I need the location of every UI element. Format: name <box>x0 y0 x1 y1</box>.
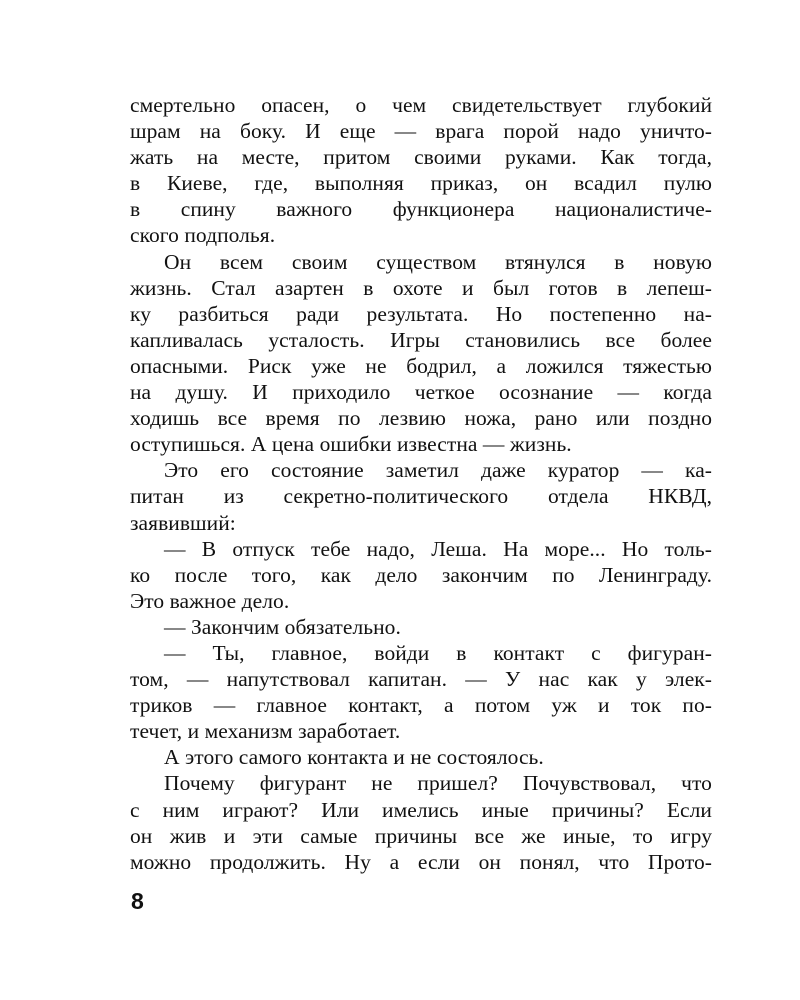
text-line: жизнь. Стал азартен в охоте и был готов в лепеш- <box>130 275 712 300</box>
text-line: триков — главное контакт, а потом уж и ток по- <box>130 693 712 718</box>
text-line: оступишься. А цена ошибки известна — жизнь. <box>130 432 572 457</box>
text-line: — В отпуск тебе надо, Леша. На море... Но толь- <box>164 536 712 561</box>
text-line: ходишь все время по лезвию ножа, рано или поздно <box>130 406 712 431</box>
body-text <box>130 92 712 875</box>
text-line: — Закончим обязательно. <box>164 614 401 639</box>
text-line: том, — напутствовал капитан. — У нас как у элек- <box>130 667 712 692</box>
text-line: жать на месте, притом своими руками. Как тогда, <box>130 145 712 170</box>
text-line: он жив и эти самые причины все же иные, то игру <box>130 823 712 848</box>
text-line: ку разбиться ради результата. Но постепенно на- <box>130 301 712 326</box>
text-line: Это важное дело. <box>130 588 290 613</box>
text-line: на душу. И приходило четкое осознание — когда <box>130 380 712 405</box>
text-line: опасными. Риск уже не бодрил, а ложился тяжестью <box>130 353 712 378</box>
text-line: Он всем своим существом втянулся в новую <box>164 249 712 274</box>
text-line: капливалась усталость. Игры становились все более <box>130 327 712 352</box>
text-line: питан из секретно-политического отдела НКВД, <box>130 484 712 509</box>
text-line: шрам на боку. И еще — врага порой надо уничто- <box>130 119 712 144</box>
text-line: смертельно опасен, о чем свидетельствует глубокий <box>130 93 712 117</box>
text-line: в спину важного функционера националистиче- <box>130 197 712 222</box>
text-line: течет, и механизм заработает. <box>130 719 401 744</box>
text-line: А этого самого контакта и не состоялось. <box>164 745 544 770</box>
page-number: 8 <box>131 888 144 914</box>
text-line: Это его состояние заметил даже куратор — ка- <box>164 458 712 483</box>
text-line: Почему фигурант не пришел? Почувствовал, что <box>164 771 712 796</box>
text-line: ского подполья. <box>130 223 276 248</box>
text-line: в Киеве, где, выполняя приказ, он всадил пулю <box>130 171 712 196</box>
text-line: заявивший: <box>130 510 236 535</box>
text-line: ко после того, как дело закончим по Ленинграду. <box>130 562 712 587</box>
text-line: с ним играют? Или имелись иные причины? Если <box>130 797 712 822</box>
text-line: — Ты, главное, войди в контакт с фигуран- <box>164 640 712 665</box>
text-line: можно продолжить. Ну а если он понял, что Прото- <box>130 849 712 874</box>
